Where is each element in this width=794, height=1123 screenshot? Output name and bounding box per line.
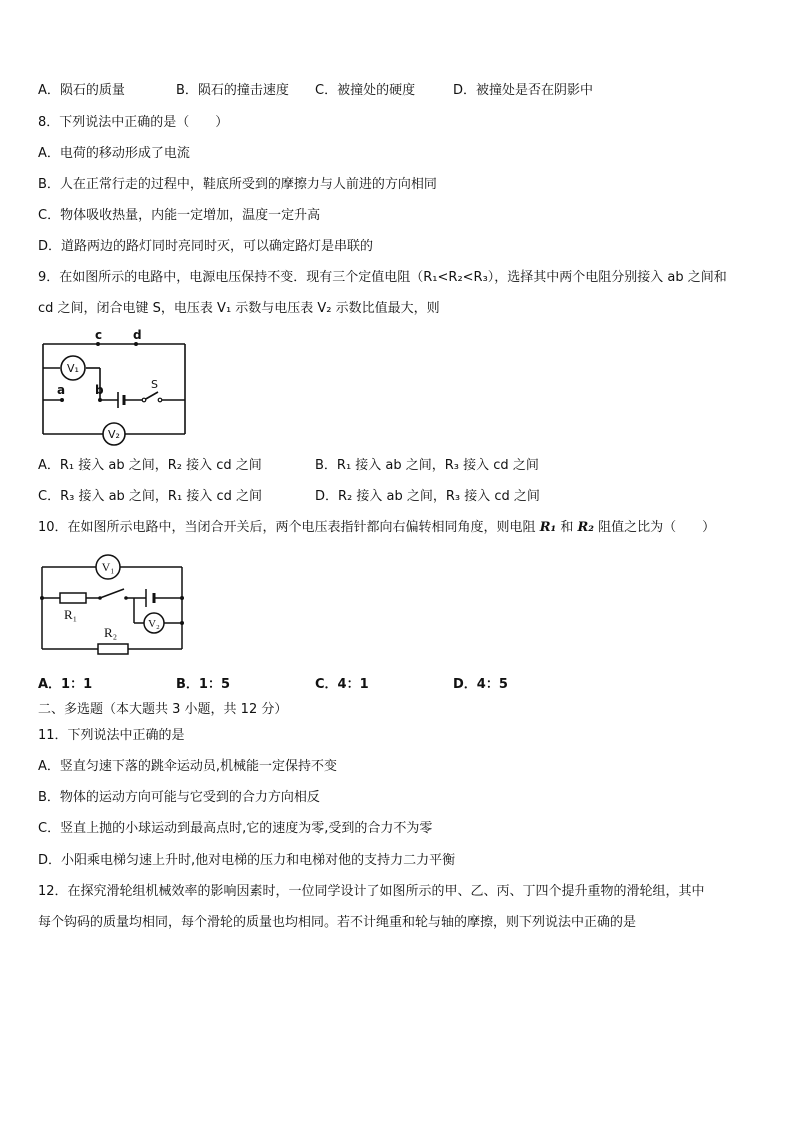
resistor-r2 [98, 644, 128, 654]
terminal-d [134, 342, 138, 346]
v2-label: V₂ [148, 618, 160, 630]
q10-option-c: C．4：1 [315, 677, 369, 692]
q10-r2: R₂ [577, 520, 594, 535]
q10-option-a: A．1：1 [38, 677, 93, 692]
label-c: c [95, 328, 103, 342]
q9-option-a: A．R₁ 接入 ab 之间，R₂ 接入 cd 之间 [38, 458, 262, 473]
q10-option-d: D．4：5 [453, 677, 508, 692]
q10-stem-mid: 和 [556, 520, 578, 535]
q10-stem [38, 519, 715, 537]
q8-option-b: B．人在正常行走的过程中，鞋底所受到的摩擦力与人前进的方向相同 [38, 177, 437, 192]
q7-option-a: A．陨石的质量 [38, 83, 125, 98]
q10-r1: R₁ [539, 520, 557, 535]
terminal-c [96, 342, 100, 346]
q8-stem: 8．下列说法中正确的是（ ） [38, 115, 229, 130]
q11-option-c: C．竖直上抛的小球运动到最高点时,它的速度为零,受到的合力不为零 [38, 821, 433, 836]
v2-label: V₂ [108, 428, 120, 441]
label-s: S [151, 378, 158, 391]
q8-option-d: D．道路两边的路灯同时亮同时灭，可以确定路灯是串联的 [38, 239, 374, 254]
q11-stem: 11．下列说法中正确的是 [38, 728, 185, 743]
q7-option-c: C．被撞处的硬度 [315, 83, 416, 98]
label-r1: R₁ [64, 607, 78, 622]
switch-contact [158, 398, 162, 402]
section-heading: 二、多选题（本大题共 3 小题，共 12 分） [38, 702, 288, 717]
q8-option-a: A．电荷的移动形成了电流 [38, 146, 190, 161]
resistor-r1 [60, 593, 86, 603]
q11-option-b: B．物体的运动方向可能与它受到的合力方向相反 [38, 790, 320, 805]
q9-stem-line1: 9．在如图所示的电路中，电源电压保持不变．现有三个定值电阻（R₁<R₂<R₃），选择其中两个电阻分别接入 ab 之间和 [38, 270, 727, 285]
label-b: b [95, 383, 104, 397]
q9-option-c: C．R₃ 接入 ab 之间，R₁ 接入 cd 之间 [38, 489, 262, 504]
q12-stem-line2: 每个钩码的质量均相同，每个滑轮的质量也均相同。若不计绳重和轮与轴的摩擦，则下列说法中正确的是 [38, 915, 637, 930]
terminal-b [98, 398, 102, 402]
q7-option-b: B．陨石的撞击速度 [176, 83, 289, 98]
v1-label: V₁ [67, 362, 79, 375]
q9-circuit-diagram [40, 330, 190, 448]
terminal-a [60, 398, 64, 402]
label-d: d [133, 328, 142, 342]
label-a: a [57, 383, 66, 397]
q10-stem-post: 阻值之比为（ ） [593, 520, 716, 535]
q8-option-c: C．物体吸收热量，内能一定增加，温度一定升高 [38, 208, 321, 223]
q11-option-a: A．竖直匀速下落的跳伞运动员,机械能一定保持不变 [38, 759, 338, 774]
label-r2: R₂ [104, 625, 118, 640]
q7-option-d: D．被撞处是否在阴影中 [453, 83, 594, 98]
switch-pivot [142, 398, 146, 402]
q12-stem-line1: 12．在探究滑轮组机械效率的影响因素时，一位同学设计了如图所示的甲、乙、丙、丁四个提升重物的滑轮组，其中 [38, 884, 705, 899]
v1-label: V₁ [101, 560, 115, 574]
q11-option-d: D．小阳乘电梯匀速上升时,他对电梯的压力和电梯对他的支持力二力平衡 [38, 853, 456, 868]
q10-stem-pre: 10．在如图所示电路中，当闭合开关后，两个电压表指针都向右偏转相同角度，则电阻 [38, 520, 540, 535]
q9-stem-line2: cd 之间，闭合电键 S，电压表 V₁ 示数与电压表 V₂ 示数比值最大，则 [38, 301, 440, 316]
q9-option-b: B．R₁ 接入 ab 之间，R₃ 接入 cd 之间 [315, 458, 539, 473]
q9-option-d: D．R₂ 接入 ab 之间，R₃ 接入 cd 之间 [315, 489, 540, 504]
q10-option-b: B．1：5 [176, 677, 230, 692]
q10-circuit-diagram [38, 553, 186, 663]
